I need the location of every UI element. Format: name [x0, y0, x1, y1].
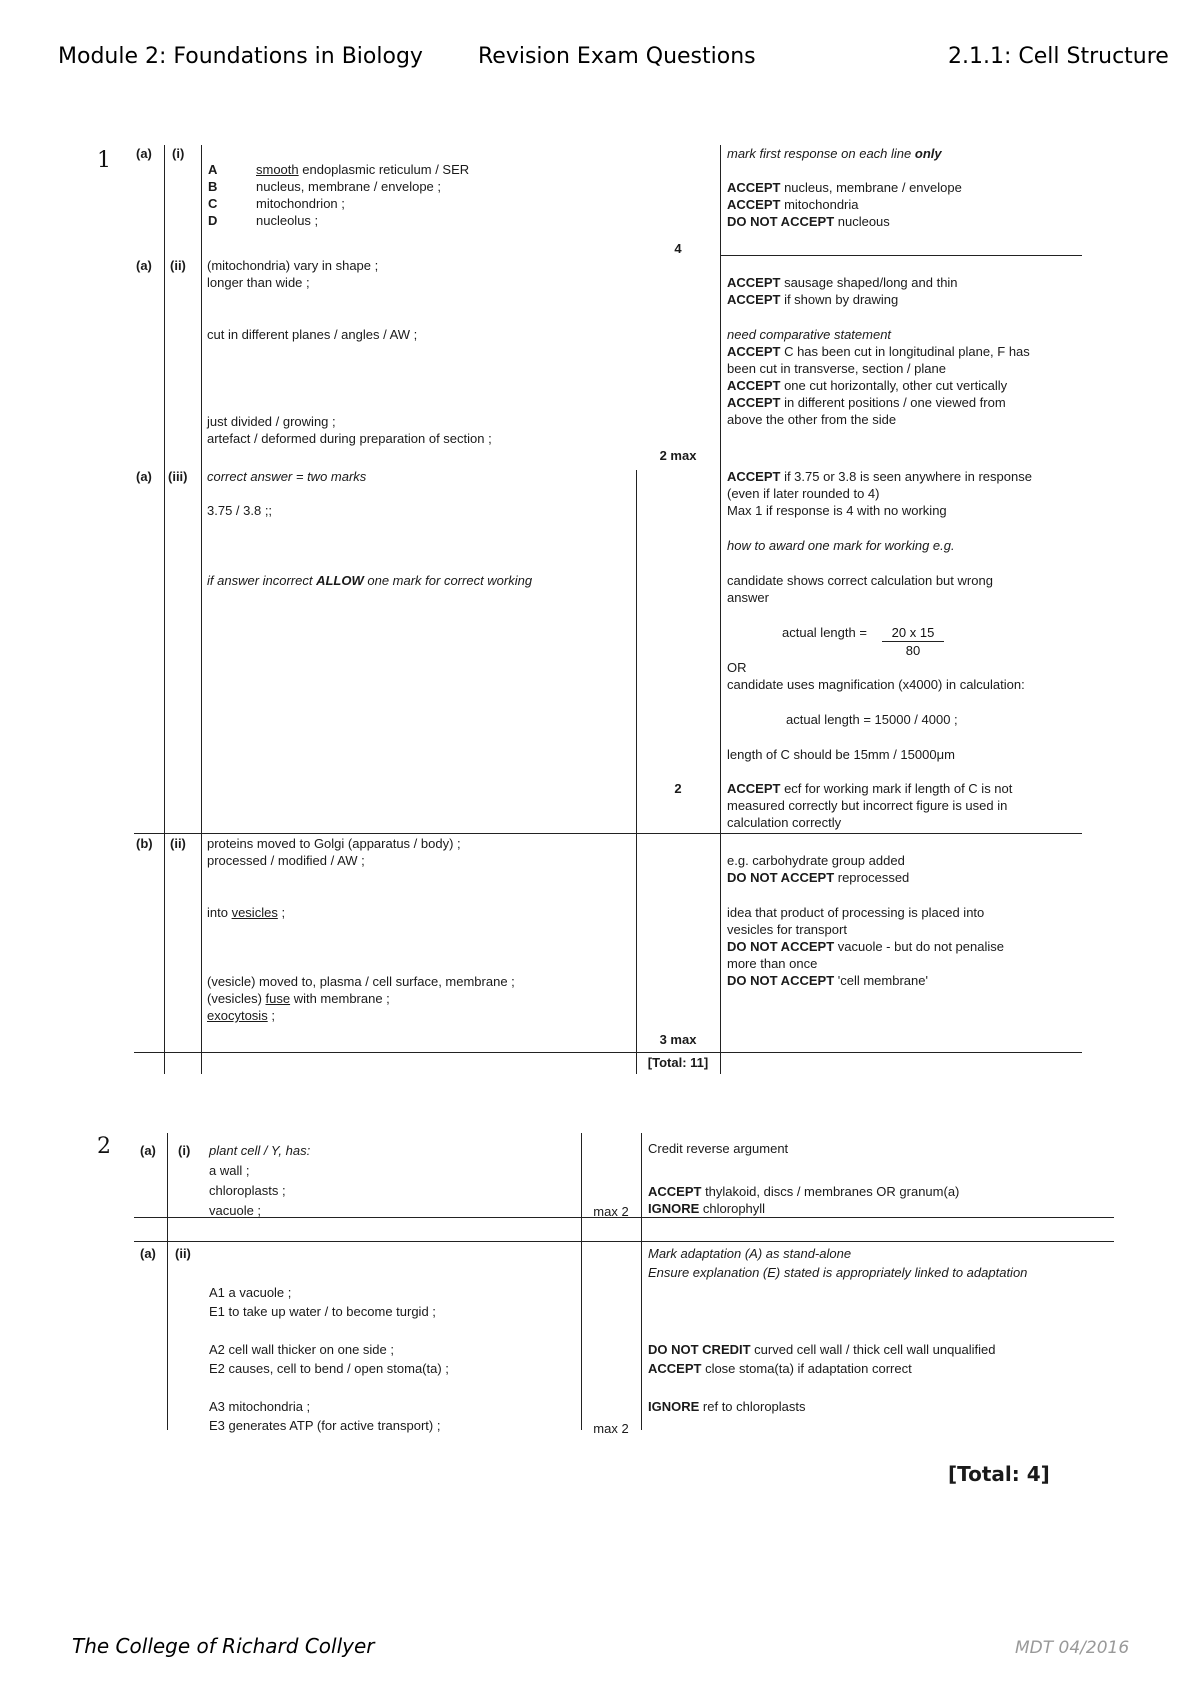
guide-text: one cut horizontally, other cut vertically [780, 378, 1008, 393]
q1-ai-letters [208, 161, 217, 229]
answer-line: proteins moved to Golgi (apparatus / body) ; [207, 836, 461, 851]
q1-ai-part-label: (a) [136, 146, 152, 161]
guide-line [727, 394, 1030, 411]
guide-keyword: ACCEPT [727, 781, 781, 796]
guide-text: ref to chloroplasts [699, 1399, 806, 1414]
letter-b: B [208, 179, 218, 194]
guide-text: chlorophyll [699, 1201, 766, 1216]
guide-line [727, 411, 1030, 428]
fuse-underlined: fuse [265, 991, 291, 1006]
allow-pre: if answer incorrect [207, 573, 317, 588]
guide-text: above the other from the side [727, 412, 897, 427]
q1-aiii-guide-max1: Max 1 if response is 4 with no working [727, 503, 947, 518]
answer-line: (mitochondria) vary in shape ; [207, 258, 379, 273]
q1-ai-guide-list [727, 179, 962, 230]
fuse-post: with membrane ; [290, 991, 390, 1006]
q1-aii-marks: 2 max [659, 448, 697, 463]
guide-keyword: IGNORE [648, 1399, 700, 1414]
guide-text: thylakoid, discs / membranes OR granum(a) [701, 1184, 960, 1199]
q2-ai-marks: max 2 [593, 1204, 629, 1219]
answer-line: artefact / deformed during preparation of section ; [207, 431, 492, 446]
answer-a-underlined: smooth [256, 162, 299, 177]
q1-bii-guide-reprocessed [727, 869, 909, 886]
guide-text: 'cell membrane' [834, 973, 928, 988]
guide-keyword: DO NOT CREDIT [648, 1342, 751, 1357]
guide-keyword: ACCEPT [727, 344, 781, 359]
answer-a-rest: endoplasmic reticulum / SER [298, 162, 470, 177]
q2-ai-part-label: (a) [140, 1143, 156, 1158]
answer-line: a wall ; [209, 1163, 250, 1178]
guide-only: only [914, 146, 942, 161]
q1-row-line-1 [720, 255, 1082, 256]
guide-text: (even if later rounded to 4) [727, 486, 880, 501]
answer-line: chloroplasts ; [209, 1183, 286, 1198]
q2-total: [Total: 4] [948, 1462, 1050, 1486]
answer-line: longer than wide ; [207, 275, 310, 290]
guide-line [727, 213, 962, 230]
q1-col-line-2 [201, 145, 202, 1074]
q1-aii-subpart-label: (ii) [170, 258, 186, 273]
guide-text: ecf for working mark if length of C is not [780, 781, 1013, 796]
q1-aii-part-label: (a) [136, 258, 152, 273]
guide-italic: mark first response on each line [727, 146, 912, 161]
guide-keyword: ACCEPT [727, 180, 781, 195]
guide-text: vacuole - but do not penalise [834, 939, 1004, 954]
q1-aii-guide-2 [727, 343, 1030, 428]
q2-row-line-2 [134, 1241, 1114, 1242]
guide-line [727, 196, 962, 213]
allow-post: one mark for correct working [363, 573, 533, 588]
fraction-numerator: 20 x 15 [882, 624, 944, 642]
guide-keyword: IGNORE [648, 1201, 700, 1216]
q1-aiii-guide-how: how to award one mark for working e.g. [727, 538, 955, 553]
guide-text: nucleous [834, 214, 890, 229]
q1-aiii-marks: 2 [674, 781, 682, 796]
q1-aii-answers-1 [207, 257, 378, 291]
guide-keyword: ACCEPT [727, 469, 781, 484]
answer-line [207, 990, 515, 1007]
guide-text: measured correctly but incorrect figure is used in [727, 798, 1008, 813]
guide-text: calculation correctly [727, 815, 842, 830]
guide-line: more than once [727, 956, 818, 971]
guide-keyword: ACCEPT [648, 1361, 702, 1376]
q1-aiii-calc-fraction [882, 624, 944, 659]
guide-text: been cut in transverse, section / plane [727, 361, 946, 376]
guide-line [727, 360, 1030, 377]
question-1-number: 1 [97, 148, 111, 173]
guide-text: in different positions / one viewed from [780, 395, 1006, 410]
q1-aiii-guide-length: length of C should be 15mm / 15000μm [727, 747, 955, 762]
q2-aii-marks: max 2 [593, 1421, 629, 1436]
exocytosis-underlined: exocytosis [207, 1008, 268, 1023]
q1-aiii-guide-magnification: candidate uses magnification (x4000) in calculation: [727, 677, 1025, 692]
q1-col-line-4 [720, 145, 721, 1074]
q1-aiii-guide-calc2: actual length = 15000 / 4000 ; [786, 712, 958, 727]
guide-keyword: ACCEPT [648, 1184, 702, 1199]
guide-line [727, 972, 1004, 989]
letter-a: A [208, 162, 218, 177]
into-post: ; [277, 905, 286, 920]
q1-aiii-guide-shows [727, 572, 993, 606]
into-pre: into [207, 905, 232, 920]
footer-date: MDT 04/2016 [1015, 1638, 1130, 1658]
q1-aiii-calc-label: actual length = [782, 625, 867, 640]
q1-aii-guide-1 [727, 274, 958, 308]
q1-bii-part-label: (b) [136, 836, 153, 851]
q2-col-line-3 [641, 1133, 642, 1430]
guide-line [727, 179, 962, 196]
q2-aii-guide-accept [648, 1360, 912, 1377]
guide-keyword: ACCEPT [727, 378, 781, 393]
q2-aii-subpart-label: (ii) [175, 1246, 191, 1261]
q2-aii-a2: A2 cell wall thicker on one side ; [209, 1342, 394, 1357]
q1-aiii-guide-ecf [727, 780, 1012, 831]
q1-ai-guide-heading [727, 145, 942, 162]
guide-text: if 3.75 or 3.8 is seen anywhere in response [780, 469, 1032, 484]
q2-aii-a1: A1 a vacuole ; [209, 1285, 292, 1300]
q1-aiii-guide-1 [727, 468, 1032, 502]
q1-col-line-3 [636, 470, 637, 1074]
q1-bii-subpart-label: (ii) [170, 836, 186, 851]
guide-line [727, 814, 1012, 831]
header-module: Module 2: Foundations in Biology [58, 44, 423, 69]
guide-text: curved cell wall / thick cell wall unqualified [750, 1342, 996, 1357]
q1-aii-answer-2: cut in different planes / angles / AW ; [207, 327, 418, 342]
guide-text: reprocessed [834, 870, 910, 885]
guide-line [727, 485, 1032, 502]
guide-keyword: ACCEPT [727, 292, 781, 307]
q2-aii-e1: E1 to take up water / to become turgid ; [209, 1304, 436, 1319]
guide-line [727, 780, 1012, 797]
q1-bii-answers-3 [207, 973, 515, 1024]
guide-keyword: ACCEPT [727, 395, 781, 410]
guide-line: idea that product of processing is placed into [727, 905, 985, 920]
guide-text: close stoma(ta) if adaptation correct [701, 1361, 912, 1376]
q1-bii-marks: 3 max [659, 1032, 697, 1047]
guide-line [727, 468, 1032, 485]
q2-ai-guide-credit: Credit reverse argument [648, 1141, 789, 1156]
guide-text: mitochondria [780, 197, 859, 212]
guide-line [727, 343, 1030, 360]
q1-bii-answers-1 [207, 835, 461, 869]
guide-line [727, 797, 1012, 814]
guide-text: nucleus, membrane / envelope [780, 180, 962, 195]
into-underlined: vesicles [231, 905, 278, 920]
q1-ai-marks: 4 [674, 241, 682, 256]
q2-aii-guide-do-not-credit [648, 1341, 996, 1358]
q2-ai-guide-accept [648, 1183, 959, 1200]
q2-aii-e3: E3 generates ATP (for active transport) ; [209, 1418, 441, 1433]
q1-row-line-3 [134, 1052, 1082, 1053]
guide-line: candidate shows correct calculation but wrong [727, 573, 993, 588]
q2-col-line-2 [581, 1133, 582, 1430]
guide-keyword: ACCEPT [727, 275, 781, 290]
answer-d: nucleolus ; [256, 213, 319, 228]
question-2-number: 2 [97, 1134, 111, 1159]
guide-line [727, 938, 1004, 955]
guide-text: C has been cut in longitudinal plane, F has [780, 344, 1030, 359]
guide-line [727, 274, 958, 291]
exocytosis-post: ; [267, 1008, 275, 1023]
q1-aiii-answer-heading: correct answer = two marks [207, 469, 367, 484]
guide-text: sausage shaped/long and thin [780, 275, 958, 290]
q1-total: [Total: 11] [647, 1055, 709, 1070]
q1-ai-subpart-label: (i) [172, 146, 185, 161]
q2-aii-guide-ignore [648, 1398, 806, 1415]
guide-keyword: ACCEPT [727, 197, 781, 212]
fuse-pre: (vesicles) [207, 991, 266, 1006]
allow-keyword: ALLOW [316, 573, 364, 588]
q2-ai-guide-ignore [648, 1200, 765, 1217]
q2-ai-intro: plant cell / Y, has: [209, 1143, 311, 1158]
q1-aii-answers-3 [207, 413, 492, 447]
guide-line [727, 377, 1030, 394]
answer-line: (vesicle) moved to, plasma / cell surface, membrane ; [207, 974, 515, 989]
q1-bii-guide-eg: e.g. carbohydrate group added [727, 853, 905, 868]
answer-line: just divided / growing ; [207, 414, 336, 429]
q2-aii-e2: E2 causes, cell to bend / open stoma(ta) ; [209, 1361, 449, 1376]
q2-aii-guide-stand-alone: Mark adaptation (A) as stand-alone [648, 1246, 852, 1261]
guide-keyword: DO NOT ACCEPT [727, 939, 835, 954]
q1-aiii-part-label: (a) [136, 469, 152, 484]
q1-aiii-subpart-label: (iii) [168, 469, 188, 484]
q2-aii-guide-ensure: Ensure explanation (E) stated is appropriately linked to adaptation [648, 1265, 1028, 1280]
q1-aiii-allow-note [207, 572, 532, 589]
guide-line: answer [727, 590, 769, 605]
q1-bii-guide-idea [727, 904, 1004, 989]
header-topic: 2.1.1: Cell Structure [948, 44, 1169, 69]
q1-ai-answers [256, 161, 469, 229]
answer-line: vacuole ; [209, 1203, 262, 1218]
guide-line [727, 291, 958, 308]
q1-aii-guide-comparative: need comparative statement [727, 327, 892, 342]
guide-keyword: DO NOT ACCEPT [727, 973, 835, 988]
q1-bii-vesicles [207, 904, 285, 921]
q1-aiii-answer: 3.75 / 3.8 ;; [207, 503, 273, 518]
guide-line: vesicles for transport [727, 922, 847, 937]
q1-col-line-1 [164, 145, 165, 1074]
q2-ai-subpart-label: (i) [178, 1143, 191, 1158]
answer-line [207, 1007, 515, 1024]
guide-text: if shown by drawing [780, 292, 899, 307]
answer-c: mitochondrion ; [256, 196, 345, 211]
answer-b: nucleus, membrane / envelope ; [256, 179, 441, 194]
answer-a [256, 161, 469, 178]
fraction-denominator: 80 [905, 643, 921, 658]
answer-line: processed / modified / AW ; [207, 853, 365, 868]
letter-d: D [208, 213, 218, 228]
guide-keyword: DO NOT ACCEPT [727, 214, 835, 229]
header-title: Revision Exam Questions [478, 44, 756, 69]
q2-aii-part-label: (a) [140, 1246, 156, 1261]
q1-aiii-or: OR [727, 660, 747, 675]
q2-aii-a3: A3 mitochondria ; [209, 1399, 311, 1414]
guide-keyword: DO NOT ACCEPT [727, 870, 835, 885]
footer-college: The College of Richard Collyer [72, 1634, 375, 1658]
q2-ai-answers [209, 1162, 286, 1219]
q1-row-line-2 [134, 833, 1082, 834]
q2-col-line-1 [167, 1133, 168, 1430]
letter-c: C [208, 196, 218, 211]
